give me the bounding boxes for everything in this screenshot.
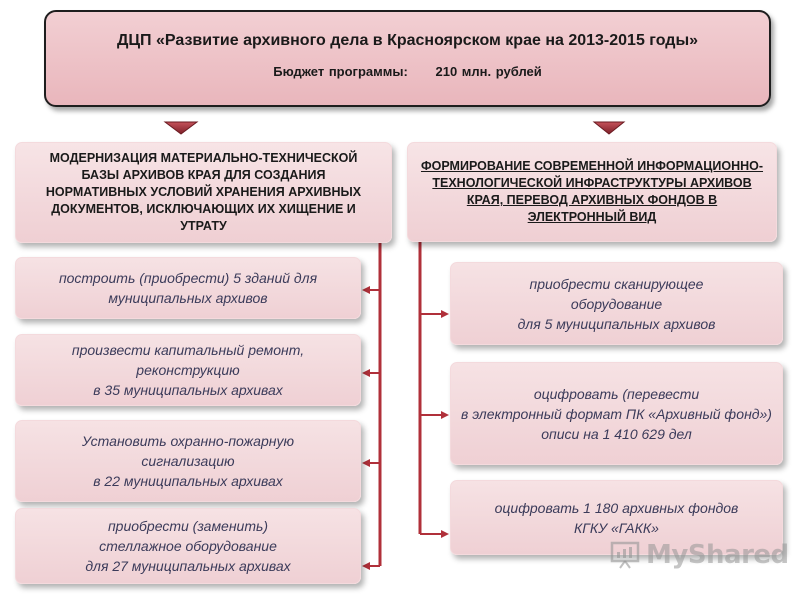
task-line: описи на 1 410 629 дел bbox=[541, 425, 692, 442]
task-line: приобрести сканирующее bbox=[529, 275, 704, 292]
task-line: произвести капитальный ремонт, bbox=[71, 342, 305, 358]
task-line: реконструкцию bbox=[136, 362, 240, 378]
watermark-text: MyShared bbox=[646, 540, 789, 570]
left-branch-3 bbox=[362, 459, 380, 467]
task-line: приобрести (заменить) bbox=[107, 518, 269, 534]
budget-value: 210 млн. рублей bbox=[435, 64, 542, 79]
task-line: стеллажное оборудование bbox=[99, 538, 277, 554]
left-branch-4 bbox=[362, 562, 380, 570]
down-arrow-right-icon bbox=[594, 122, 624, 134]
task-line: КГКУ «ГАКК» bbox=[574, 519, 659, 536]
right-task-1 bbox=[450, 262, 783, 345]
down-arrow-left-icon bbox=[165, 122, 197, 134]
program-title: ДЦП «Развитие архивного дела в Красноярском крае на 2013-2015 годы» bbox=[116, 32, 699, 49]
task-line: в электронный формат ПК «Архивный фонд») bbox=[461, 405, 772, 422]
left-task-1 bbox=[15, 257, 361, 319]
task-line: в 35 муниципальных архивах bbox=[93, 382, 283, 398]
left-task-3 bbox=[15, 420, 361, 502]
left-branch-1 bbox=[362, 286, 380, 294]
right-branch-1 bbox=[420, 310, 449, 318]
program-box bbox=[44, 10, 771, 107]
direction-left-heading: МОДЕРНИЗАЦИЯ МАТЕРИАЛЬНО-ТЕХНИЧЕСКОЙ БАЗЫ АРХИВОВ КРАЯ ДЛЯ СОЗДАНИЯ НОРМАТИВНЫХ УСЛОВИЙ ХРАНЕНИЯ АРХИВНЫХ ДОКУМЕНТОВ, ИСКЛЮЧАЮЩИХ ИХ ХИЩЕНИЕ И УТРАТУ bbox=[15, 142, 392, 243]
left-task-4 bbox=[15, 508, 361, 584]
right-task-2 bbox=[450, 362, 783, 465]
task-line: оцифровать 1 180 архивных фондов bbox=[494, 499, 739, 516]
left-branch-2 bbox=[362, 369, 380, 377]
task-line: Установить охранно-пожарную bbox=[82, 433, 294, 449]
task-line: построить (приобрести) 5 зданий для bbox=[58, 270, 318, 286]
task-line: в 22 муниципальных архивах bbox=[93, 473, 283, 489]
program-budget bbox=[273, 64, 542, 79]
budget-label: Бюджет программы: bbox=[273, 64, 408, 79]
watermark bbox=[610, 537, 789, 573]
left-task-2 bbox=[15, 334, 361, 406]
right-branch-2 bbox=[420, 411, 449, 419]
presentation-icon bbox=[610, 540, 640, 570]
task-line: оцифровать (перевести bbox=[533, 385, 700, 402]
direction-right-heading: ФОРМИРОВАНИЕ СОВРЕМЕННОЙ ИНФОРМАЦИОННО-ТЕХНОЛОГИЧЕСКОЙ ИНФРАСТРУКТУРЫ АРХИВОВ КРАЯ, ПЕРЕВОД АРХИВНЫХ ФОНДОВ В ЭЛЕКТРОННЫЙ ВИД bbox=[407, 142, 777, 242]
right-branch-3 bbox=[420, 530, 449, 538]
task-line: для 5 муниципальных архивов bbox=[517, 315, 716, 332]
task-line: муниципальных архивов bbox=[108, 290, 268, 306]
task-line: сигнализацию bbox=[141, 453, 235, 469]
task-line: для 27 муниципальных архивах bbox=[85, 558, 291, 574]
task-line: оборудование bbox=[570, 295, 663, 312]
